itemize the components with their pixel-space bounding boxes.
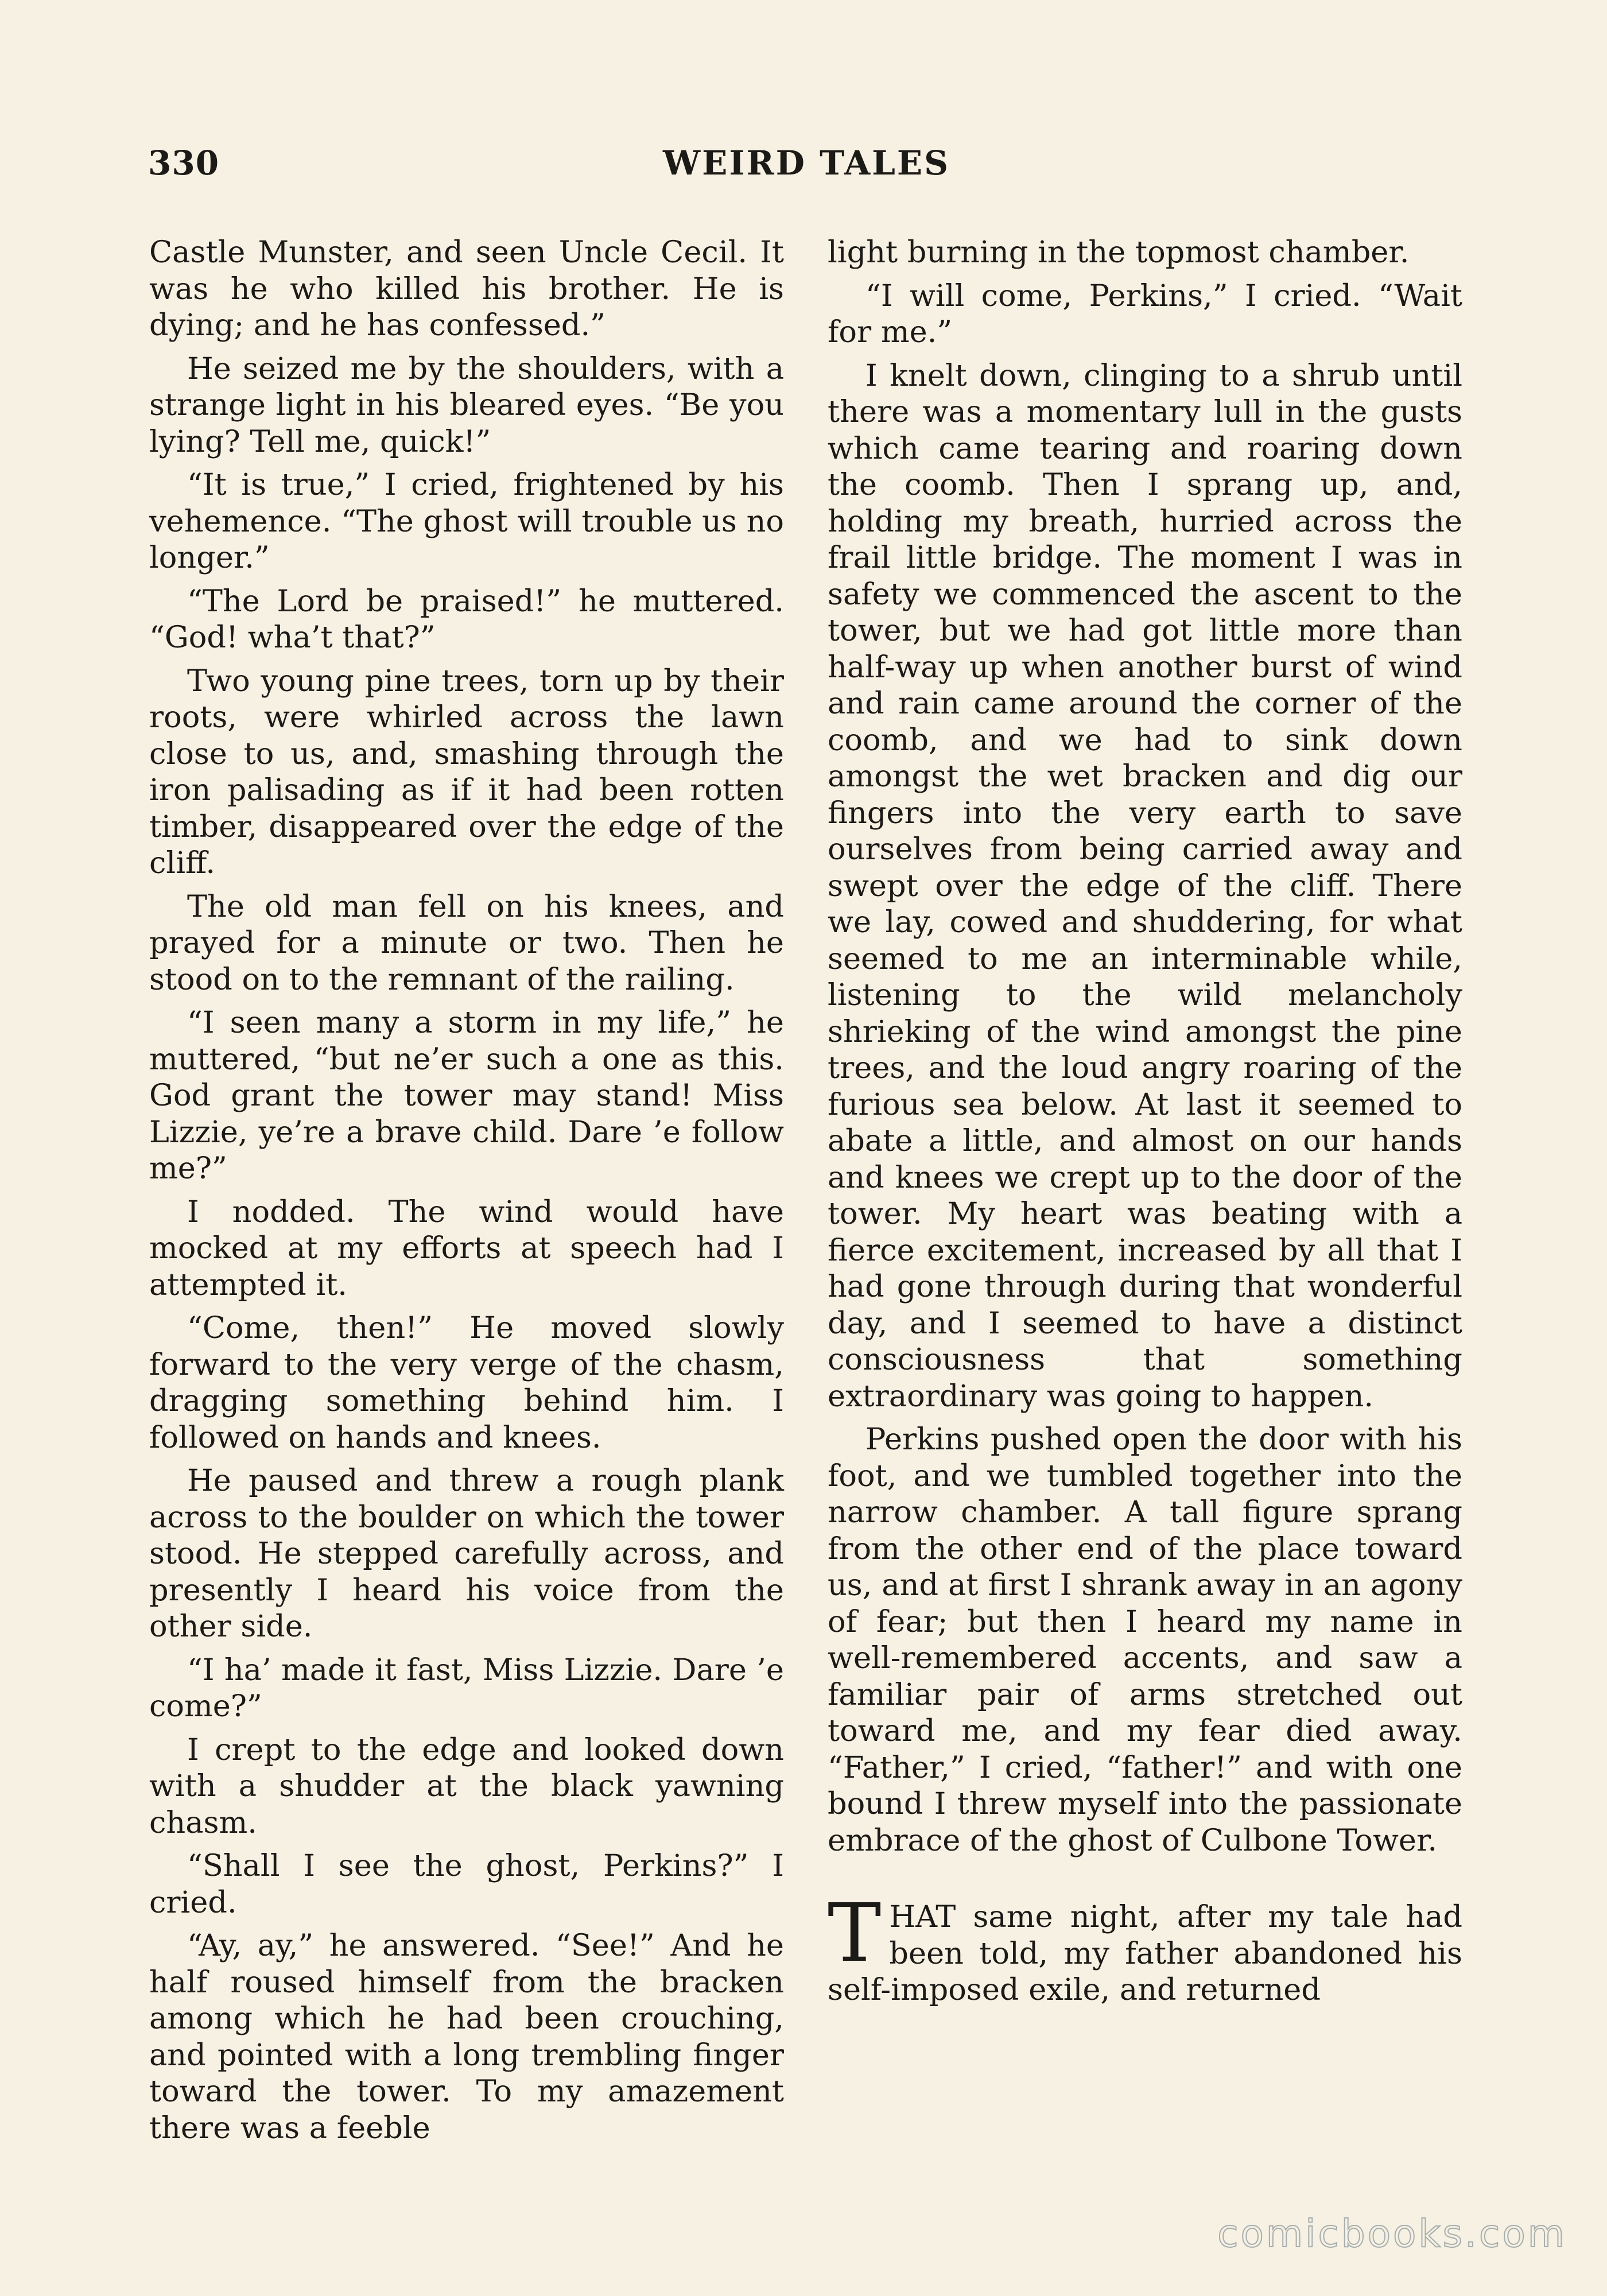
paragraph: light burning in the topmost chamber. — [828, 235, 1410, 270]
paragraph: “I ha’ made it fast, Miss Lizzie. Dare ’e come?” — [149, 1652, 784, 1724]
page-header — [148, 144, 1465, 189]
section-opening-paragraph — [828, 1887, 1462, 2008]
paragraph: “The Lord be praised!” he muttered. “God! wha’t that?” — [149, 583, 784, 655]
paragraph: The old man fell on his knees, and prayed for a minute or two. Then he stood on to the remnant of the railing. — [149, 889, 784, 997]
paragraph: I crept to the edge and looked down with a shudder at the black yawning chasm. — [149, 1732, 784, 1840]
paragraph: Two young pine trees, torn up by their roots, were whirled across the lawn close to us, and, smashing through the iron palisading as if it had been rotten timber, disappeared over the edge of the cliff. — [149, 663, 784, 881]
page-number: 330 — [148, 144, 220, 183]
paragraph: “I seen many a storm in my life,” he muttered, “but ne’er such a one as this. God grant the tower may stand! Miss Lizzie, ye’re a brave child. Dare ’e follow me?” — [149, 1005, 784, 1186]
running-head: WEIRD TALES — [662, 144, 950, 183]
paragraph: “It is true,” I cried, frightened by his vehemence. “The ghost will trouble us no longer.” — [149, 467, 784, 575]
small-caps-lead: HAT — [889, 1899, 956, 1934]
paragraph: He paused and threw a rough plank across to the boulder on which the tower stood. He stepped carefully across, and presently I heard his voice from the other side. — [149, 1463, 784, 1644]
right-column — [828, 234, 1462, 2015]
paragraph: “Ay, ay,” he answered. “See!” And he half roused himself from the bracken among which he had been crouching, and pointed with a long trembling finger toward the tower. To my amazement there was a feeble — [149, 1928, 784, 2146]
paragraph: I knelt down, clinging to a shrub until there was a momentary lull in the gusts which came tearing and roaring down the coomb. Then I sprang up, and, holding my breath, hurried across the frail little bridge. The moment I was in safety we commenced the ascent to the tower, but we had got little more than half-way up when another burst of wind and rain came around the corner of the coomb, and we had to sink down amongst the wet bracken and dig our fingers into the very earth to save ourselves from being carried away and swept over the edge of the cliff. There we lay, cowed and shuddering, for what seemed to me an interminable while, listening to the wild melancholy shrieking of the wind amongst the pine trees, and the loud angry roaring of the furious sea below. At last it seemed to abate a little, and almost on our hands and knees we crept up to the door of the tower. My heart was beating with a fierce excitement, increased by all that I had gone through during that wonderful day, and I seemed to have a distinct consciousness that something extraordinary was going to happen. — [828, 358, 1462, 1414]
paragraph: “I will come, Perkins,” I cried. “Wait for me.” — [828, 278, 1462, 350]
paragraph: “Come, then!” He moved slowly forward to the very verge of the chasm, dragging something behind him. I followed on hands and knees. — [149, 1310, 784, 1455]
paragraph: Castle Munster, and seen Uncle Cecil. It was he who killed his brother. He is dying; and he has confessed.” — [149, 235, 784, 343]
drop-cap: T — [828, 1887, 882, 1980]
watermark: comicbooks.com — [1217, 2212, 1567, 2256]
section-text: same night, after my tale had been told, my father abandoned his self-imposed exile, and returned — [828, 1899, 1462, 2007]
paragraph: Perkins pushed open the door with his foot, and we tumbled together into the narrow chamber. A tall figure sprang from the other end of the place toward us, and at first I shrank away in an agony of fear; but then I heard my name in well-remembered accents, and saw a familiar pair of arms stretched out toward me, and my fear died away. “Father,” I cried, “father!” and with one bound I threw myself into the passionate embrace of the ghost of Culbone Tower. — [828, 1422, 1462, 1858]
left-column — [149, 234, 784, 2153]
paragraph: I nodded. The wind would have mocked at my efforts at speech had I attempted it. — [149, 1194, 784, 1302]
paragraph: “Shall I see the ghost, Perkins?” I cried. — [149, 1848, 784, 1920]
paragraph: He seized me by the shoulders, with a strange light in his bleared eyes. “Be you lying? Tell me, quick!” — [149, 351, 784, 459]
